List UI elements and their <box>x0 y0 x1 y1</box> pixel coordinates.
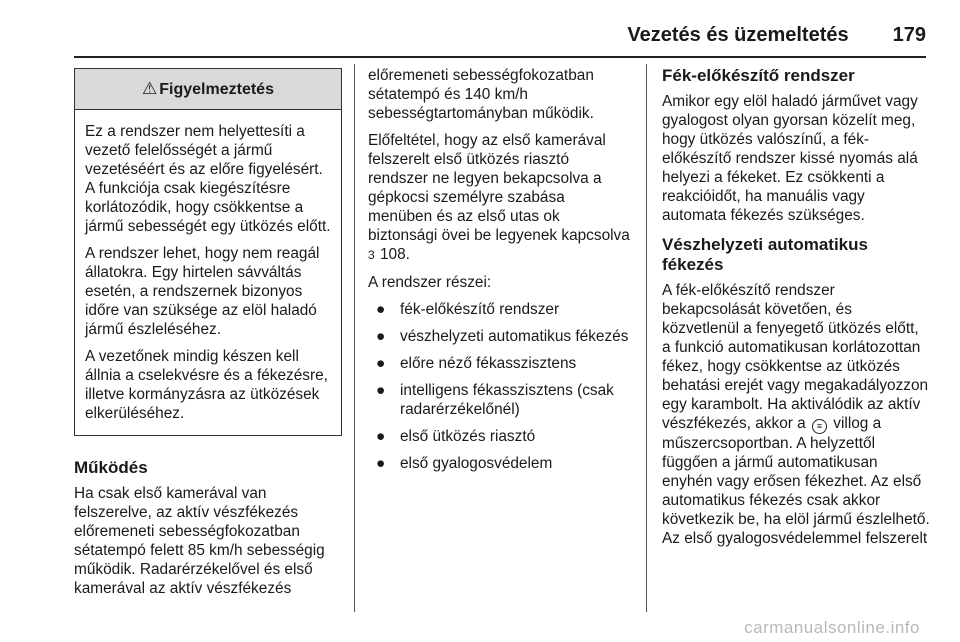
list-item: ● első ütközés riasztó <box>376 428 536 445</box>
section-heading-brake-prep: Fék-előkészítő rendszer <box>662 66 855 85</box>
section-heading-emergency-braking: Vészhelyzeti automatikus fékezés <box>662 235 868 274</box>
collision-warning-icon: ≡ <box>812 419 827 434</box>
header-title: Vezetés és üzemeltetés <box>627 24 849 46</box>
list-item: ● fék-előkészítő rendszer <box>376 301 560 318</box>
header-rule <box>74 56 926 58</box>
bullet-icon: ● <box>376 328 386 345</box>
prerequisite-text: Előfeltétel, hogy az első kamerával felszerelt első ütközés riasztó rendszer ne legyen bekapcsolva a gépkocsi személyre szabása menüben és az első utas ok biztonsági övei be legyenek kapcsolva <box>368 132 630 244</box>
bullet-icon: ● <box>376 428 386 445</box>
column-divider <box>354 64 355 612</box>
warning-triangle-icon: ⚠ <box>142 79 158 98</box>
warning-header <box>75 69 341 110</box>
page-ref[interactable]: 108. <box>379 246 410 263</box>
list-item: ● első gyalogosvédelem <box>376 455 553 472</box>
list-item: ● vészhelyzeti automatikus fékezés <box>376 328 629 345</box>
warning-paragraph: A rendszer lehet, hogy nem reagál állatokra. Egy hirtelen sávváltás esetén, a rendszernek bizonyos időre van szüksége az elöl haladó jármű észleléséhez. <box>85 245 320 338</box>
warning-title: Figyelmeztetés <box>159 81 274 98</box>
emergency-braking-paragraph: A fék-előkészítő rendszer bekapcsolását követően, és közvetlenül a fenyegető ütközés előtt, a funkció automatikusan korlátozottan fékez, hogy csökkentse az ütközés behatási erejét vagy megakadályozzon egy karambolt. Ha aktiválódik az aktív vészfékezés, akkor a ≡ villog a műszercsoportban. A helyzettől függően a jármű automatikusan enyhén vagy erősen fékezhet. Az első automatikus fékezés csak akkor következik be, ha elöl jármű észlelhető. Az első gyalogosvédelemmel felszerelt <box>662 282 930 547</box>
brake-prep-paragraph: Amikor egy elöl haladó járművet vagy gyalogost olyan gyorsan közelít meg, hogy ütközés valószínű, a fék-előkészítő rendszer kissé nyomás alá helyezi a fékeket. Ez csökkenti a reakcióidőt, ha manuális vagy automata fékezés szükséges. <box>662 93 918 224</box>
page-number: 179 <box>892 24 926 46</box>
bullet-icon: ● <box>376 455 386 472</box>
list-item: ● intelligens fékasszisztens (csak radarérzékelőnél) <box>376 382 614 418</box>
parts-list <box>368 300 630 473</box>
mukodes-paragraph: Ha csak első kamerával van felszerelve, az aktív vészfékezés előremeneti sebességfokozatban sétatempó felett 85 km/h sebességig működik. Radarérzékelővel és első kamerával az aktív vészfékezés <box>74 485 325 597</box>
bullet-icon: ● <box>376 355 386 372</box>
column-left <box>74 66 342 606</box>
mukodes-prerequisite <box>368 131 630 265</box>
warning-body <box>75 110 341 435</box>
parts-label: A rendszer részei: <box>368 274 492 291</box>
column-divider <box>646 64 647 612</box>
warning-paragraph: A vezetőnek mindig készen kell állnia a cselekvésre és a fékezésre, illetve kormányzásra az ütközések elkerüléséhez. <box>85 348 328 422</box>
bullet-icon: ● <box>376 382 386 399</box>
warning-box <box>74 68 342 436</box>
page-ref-arrow-icon: 3 <box>368 248 375 262</box>
watermark: carmanualsonline.info <box>744 618 920 637</box>
page-header <box>627 24 926 47</box>
column-middle <box>368 66 630 481</box>
column-right <box>662 66 930 556</box>
warning-paragraph: Ez a rendszer nem helyettesíti a vezető felelősségét a jármű vezetéséért és az előre figyelésért. A funkciója csak kiegészítésre korlátozódik, hogy csökkentse a jármű sebességét egy ütközés előtt. <box>85 123 331 235</box>
list-item: ● előre néző fékasszisztens <box>376 355 577 372</box>
mukodes-paragraph-continued: előremeneti sebességfokozatban sétatempó és 140 km/h sebességtartományban működik. <box>368 67 594 122</box>
bullet-icon: ● <box>376 301 386 318</box>
section-heading-mukodes: Működés <box>74 458 148 477</box>
